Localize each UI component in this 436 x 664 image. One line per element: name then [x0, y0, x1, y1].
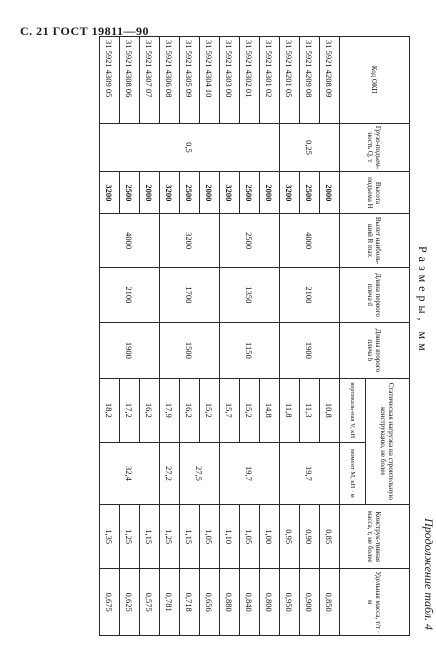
page-header: С. 21 ГОСТ 19811—90	[20, 24, 149, 38]
table-caption: Продолжение табл. 4	[422, 518, 436, 630]
cell-specific-mass: 0,718	[180, 569, 200, 636]
col-header-length1: Длина первого плеча d	[340, 267, 410, 322]
spec-table	[99, 36, 410, 636]
cell-length2: 1500	[160, 323, 220, 378]
cell-code: 31 5921 4305 09	[180, 37, 200, 124]
cell-mass: 1,05	[200, 505, 220, 569]
cell-length1: 1350	[220, 267, 280, 322]
col-header-mass: Конструк-тивная масса, т, не более	[340, 505, 410, 569]
cell-specific-mass: 0,781	[160, 569, 180, 636]
cell-code: 31 5921 4209 08	[300, 37, 320, 124]
cell-height: 3200	[160, 172, 180, 214]
cell-mass: 1,00	[260, 505, 280, 569]
cell-vertical: 17,2	[120, 378, 140, 442]
cell-vertical: 11,8	[280, 378, 300, 442]
col-header-static-group: Статическая нагрузка на строительную конструкцию, не более	[366, 378, 410, 504]
cell-length1: 1700	[160, 267, 220, 322]
cell-code: 31 5921 4306 08	[160, 37, 180, 124]
cell-reach: 2500	[220, 214, 280, 267]
cell-height: 2500	[120, 172, 140, 214]
cell-vertical: 15,2	[240, 378, 260, 442]
cell-vertical: 15,7	[220, 378, 240, 442]
cell-vertical: 14,8	[260, 378, 280, 442]
cell-vertical: 16,2	[140, 378, 160, 442]
cell-mass: 0,85	[320, 505, 340, 569]
cell-capacity: 0,25	[280, 123, 340, 172]
cell-vertical: 11,3	[300, 378, 320, 442]
cell-reach: 4000	[100, 214, 160, 267]
cell-height: 3200	[100, 172, 120, 214]
cell-vertical: 15,2	[200, 378, 220, 442]
cell-moment: 19,7	[220, 442, 280, 504]
cell-specific-mass: 0,880	[220, 569, 240, 636]
cell-specific-mass: 0,950	[280, 569, 300, 636]
cell-code: 31 5921 4304 10	[200, 37, 220, 124]
col-header-reach: Вылет наиболь-ший R max	[340, 214, 410, 267]
col-header-code: Код ОКП	[340, 37, 410, 124]
cell-code: 31 5921 4309 05	[100, 37, 120, 124]
cell-mass: 0,95	[280, 505, 300, 569]
cell-length2: 1900	[280, 323, 340, 378]
cell-specific-mass: 0,625	[120, 569, 140, 636]
col-header-height: Высота подъема H	[340, 172, 410, 214]
cell-length2: 1900	[100, 323, 160, 378]
cell-mass: 0,90	[300, 505, 320, 569]
col-header-capacity: Грузо-подъем-ность Q, т	[340, 123, 410, 172]
cell-moment: 27,2	[160, 442, 180, 504]
cell-moment: 19,7	[280, 442, 340, 504]
cell-height: 2000	[320, 172, 340, 214]
cell-vertical: 17,9	[160, 378, 180, 442]
cell-height: 2500	[180, 172, 200, 214]
cell-vertical: 18,2	[100, 378, 120, 442]
cell-specific-mass: 0,575	[140, 569, 160, 636]
cell-specific-mass: 0,675	[100, 569, 120, 636]
cell-reach: 3200	[160, 214, 220, 267]
cell-mass: 1,25	[120, 505, 140, 569]
cell-code: 31 5921 4302 01	[240, 37, 260, 124]
cell-specific-mass: 0,900	[300, 569, 320, 636]
cell-length1: 2100	[100, 267, 160, 322]
cell-height: 2000	[140, 172, 160, 214]
col-header-static-moment: момент M, кН · м	[340, 442, 366, 504]
cell-height: 2000	[260, 172, 280, 214]
cell-vertical: 16,2	[180, 378, 200, 442]
cell-moment: 32,4	[100, 442, 160, 504]
cell-code: 31 5921 4301 02	[260, 37, 280, 124]
cell-height: 2500	[300, 172, 320, 214]
cell-moment: 27,5	[180, 442, 220, 504]
cell-height: 3200	[220, 172, 240, 214]
cell-mass: 1,15	[180, 505, 200, 569]
cell-mass: 1,10	[220, 505, 240, 569]
cell-mass: 1,05	[240, 505, 260, 569]
cell-vertical: 10,8	[320, 378, 340, 442]
cell-mass: 1,15	[140, 505, 160, 569]
cell-length1: 2100	[280, 267, 340, 322]
table-row	[260, 37, 280, 636]
rotated-table-block	[101, 36, 436, 636]
table-row	[320, 37, 340, 636]
cell-code: 31 5921 4201 05	[280, 37, 300, 124]
cell-code: 31 5921 4308 06	[120, 37, 140, 124]
cell-code: 31 5921 4208 09	[320, 37, 340, 124]
cell-specific-mass: 0,850	[320, 569, 340, 636]
cell-height: 2000	[200, 172, 220, 214]
cell-mass: 1,35	[100, 505, 120, 569]
cell-specific-mass: 0,800	[260, 569, 280, 636]
col-header-static-vertical: вертикаль-ная V, кН	[340, 378, 366, 442]
col-header-length2: Длина второго плеча b	[340, 323, 410, 378]
cell-length2: 1150	[220, 323, 280, 378]
cell-specific-mass: 0,840	[240, 569, 260, 636]
col-header-specific-mass: Удельная масса, т/т · м	[340, 569, 410, 636]
cell-code: 31 5921 4303 00	[220, 37, 240, 124]
units-label: Размеры, мм	[416, 246, 430, 355]
cell-code: 31 5921 4307 07	[140, 37, 160, 124]
cell-mass: 1,25	[160, 505, 180, 569]
cell-capacity: 0,5	[100, 123, 280, 172]
cell-height: 2500	[240, 172, 260, 214]
cell-reach: 4000	[280, 214, 340, 267]
cell-height: 3200	[280, 172, 300, 214]
cell-specific-mass: 0,656	[200, 569, 220, 636]
